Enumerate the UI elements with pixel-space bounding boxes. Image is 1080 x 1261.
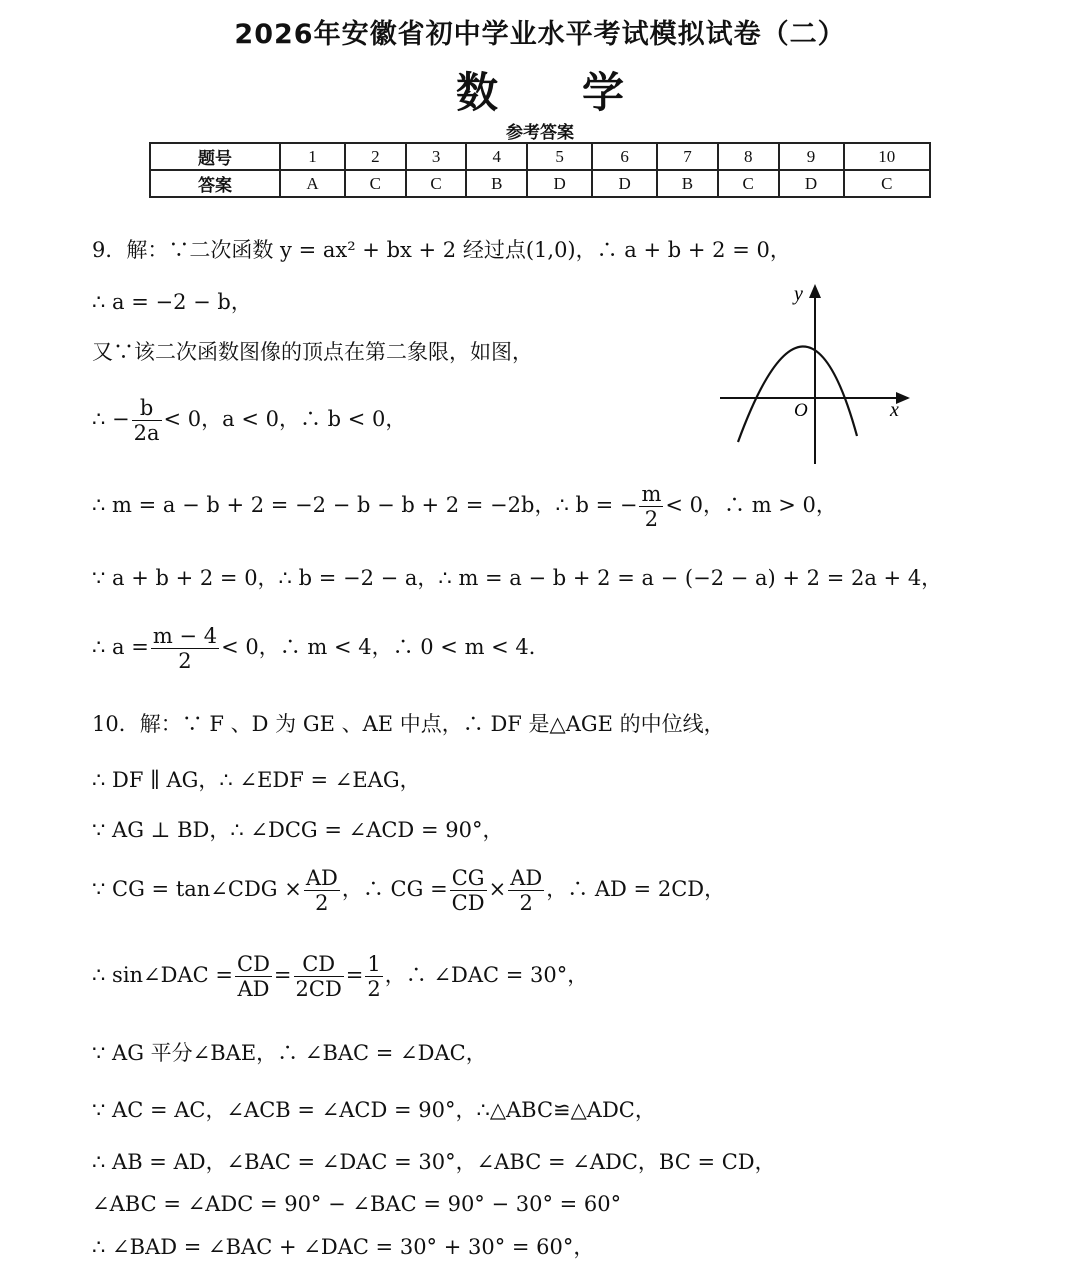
fraction bbox=[294, 952, 344, 1001]
answer-table bbox=[149, 142, 931, 198]
answer-cell: B bbox=[657, 170, 718, 197]
fraction bbox=[365, 952, 382, 1001]
parabola-curve bbox=[738, 346, 857, 442]
fraction bbox=[508, 866, 544, 915]
q10-line-7: ∵ AC = AC，∠ACB = ∠ACD = 90°，∴△ABC≌△ADC， bbox=[92, 1098, 656, 1122]
row-label-answer: 答案 bbox=[150, 170, 280, 197]
answer-key-label: 参考答案 bbox=[506, 123, 574, 143]
denominator: 2 bbox=[178, 649, 192, 674]
numerator: AD bbox=[510, 866, 543, 890]
numerator: CD bbox=[294, 952, 344, 977]
q10-line-4-mid: ，∴ CG = bbox=[341, 877, 448, 902]
denominator: 2CD bbox=[295, 977, 342, 1002]
question-number: 1 bbox=[280, 143, 345, 170]
question-number: 3 bbox=[406, 143, 467, 170]
fraction bbox=[235, 952, 272, 1001]
y-axis-arrow-icon bbox=[809, 284, 821, 298]
q9-line-3: 又∵该二次函数图像的顶点在第二象限，如图， bbox=[92, 340, 533, 364]
fraction bbox=[639, 482, 663, 531]
answer-cell: C bbox=[406, 170, 467, 197]
q10-line-8: ∴ AB = AD，∠BAC = ∠DAC = 30°，∠ABC = ∠ADC，BC = CD， bbox=[92, 1150, 776, 1174]
q9-line-4 bbox=[92, 396, 406, 445]
question-number-row bbox=[150, 143, 930, 170]
numerator: m bbox=[641, 482, 662, 506]
times-sign: × bbox=[488, 877, 507, 902]
answer-cell: D bbox=[779, 170, 844, 197]
subject-char-1: 数 bbox=[455, 68, 498, 117]
denominator: CD bbox=[451, 891, 485, 916]
numerator: m − 4 bbox=[152, 624, 218, 648]
q10-line-5-prefix: ∴ sin∠DAC = bbox=[92, 963, 233, 988]
question-number: 6 bbox=[592, 143, 657, 170]
q10-line-1: 10．解：∵ F 、D 为 GE 、AE 中点，∴ DF 是△AGE 的中位线， bbox=[92, 712, 725, 736]
answer-cell: A bbox=[280, 170, 345, 197]
q10-line-3: ∵ AG ⊥ BD，∴ ∠DCG = ∠ACD = 90°， bbox=[92, 818, 504, 842]
numerator: AD bbox=[305, 866, 338, 890]
question-number: 5 bbox=[527, 143, 592, 170]
q10-line-5-suffix: ，∴ ∠DAC = 30°， bbox=[384, 963, 589, 988]
numerator: 1 bbox=[367, 952, 381, 976]
q9-line-5-prefix: ∴ m = a − b + 2 = −2 − b − b + 2 = −2b，∴ b = − bbox=[92, 493, 638, 518]
q10-line-10: ∴ ∠BAD = ∠BAC + ∠DAC = 30° + 30° = 60°， bbox=[92, 1235, 595, 1259]
origin-label: O bbox=[794, 400, 808, 421]
numerator: b bbox=[132, 396, 162, 421]
exam-title: 2026年安徽省初中学业水平考试模拟试卷（二） bbox=[234, 19, 846, 50]
denominator: 2 bbox=[315, 891, 329, 916]
numerator: CG bbox=[450, 866, 487, 891]
numerator: CD bbox=[237, 952, 270, 976]
q9-line-7 bbox=[92, 624, 550, 673]
question-number: 7 bbox=[657, 143, 718, 170]
denominator: 2 bbox=[519, 891, 533, 916]
q9-line-4-suffix: < 0，a < 0，∴ b < 0， bbox=[163, 407, 407, 432]
question-number: 9 bbox=[779, 143, 844, 170]
y-axis-label: y bbox=[794, 283, 803, 305]
fraction bbox=[450, 866, 487, 915]
denominator: 2 bbox=[644, 507, 659, 532]
q9-line-5-suffix: < 0，∴ m > 0， bbox=[665, 493, 837, 518]
answer-cell: C bbox=[718, 170, 779, 197]
parabola-graph bbox=[712, 278, 917, 468]
q9-line-7-prefix: ∴ a = bbox=[92, 635, 149, 660]
q10-line-4-prefix: ∵ CG = tan∠CDG × bbox=[92, 877, 302, 902]
equals-sign: = bbox=[273, 963, 292, 988]
q9-line-7-suffix: < 0，∴ m < 4，∴ 0 < m < 4． bbox=[221, 635, 550, 660]
question-number: 10 bbox=[844, 143, 930, 170]
q10-line-4-suffix: ，∴ AD = 2CD， bbox=[546, 877, 726, 902]
denominator: AD bbox=[237, 977, 270, 1002]
q10-line-9: ∠ABC = ∠ADC = 90° − ∠BAC = 90° − 30° = 60° bbox=[92, 1192, 622, 1216]
q10-line-5 bbox=[92, 952, 588, 1001]
q9-line-6: ∵ a + b + 2 = 0，∴ b = −2 − a，∴ m = a − b + 2 = a − (−2 − a) + 2 = 2a + 4， bbox=[92, 566, 943, 590]
fraction bbox=[151, 624, 219, 673]
q10-line-6: ∵ AG 平分∠BAE，∴ ∠BAC = ∠DAC， bbox=[92, 1041, 487, 1065]
equals-sign: = bbox=[345, 963, 364, 988]
question-number: 2 bbox=[345, 143, 406, 170]
answer-cell: D bbox=[592, 170, 657, 197]
q9-line-4-prefix: ∴ − bbox=[92, 407, 130, 432]
row-label-number: 题号 bbox=[150, 143, 280, 170]
subject-char-2: 学 bbox=[582, 68, 625, 117]
q10-line-2: ∴ DF ∥ AG，∴ ∠EDF = ∠EAG， bbox=[92, 768, 421, 792]
answer-cell: C bbox=[844, 170, 930, 197]
answer-cell: D bbox=[527, 170, 592, 197]
answer-row bbox=[150, 170, 930, 197]
q9-line-1: 9．解：∵二次函数 y = ax² + bx + 2 经过点(1,0)，∴ a + b + 2 = 0， bbox=[92, 238, 791, 262]
q10-line-4 bbox=[92, 866, 725, 915]
denominator: 2a bbox=[133, 421, 160, 446]
answer-cell: B bbox=[466, 170, 527, 197]
denominator: 2 bbox=[367, 977, 381, 1002]
fraction bbox=[132, 396, 162, 445]
q9-line-5 bbox=[92, 482, 837, 531]
fraction bbox=[304, 866, 340, 915]
answer-cell: C bbox=[345, 170, 406, 197]
x-axis-label: x bbox=[890, 399, 899, 421]
q9-line-2: ∴ a = −2 − b， bbox=[92, 290, 252, 314]
question-number: 4 bbox=[466, 143, 527, 170]
subject-heading bbox=[0, 60, 1080, 120]
question-number: 8 bbox=[718, 143, 779, 170]
